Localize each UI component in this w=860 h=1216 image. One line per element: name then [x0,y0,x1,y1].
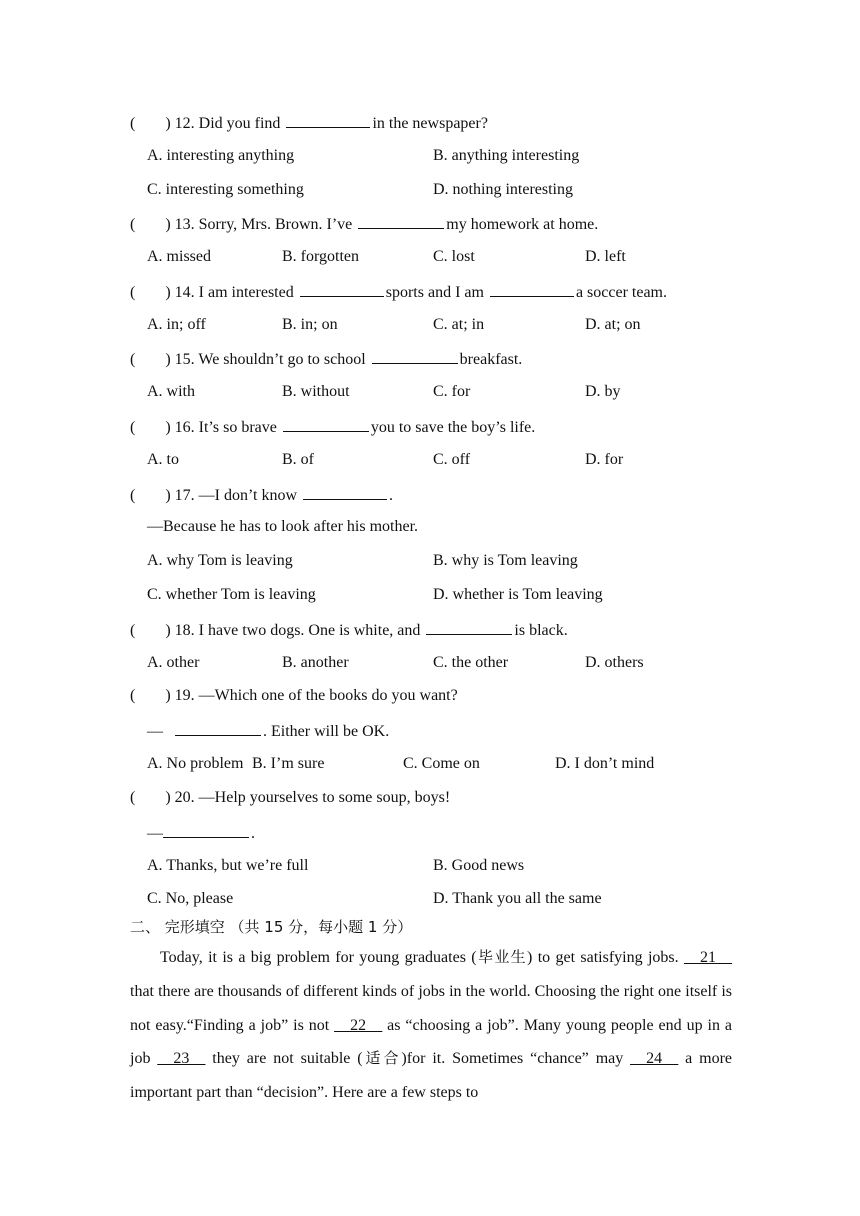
option-a: A. missed [147,248,211,265]
option-c: C. the other [433,654,509,671]
answer-blank [426,619,512,635]
option-d: D. left [585,248,626,265]
option-a: A. interesting anything [147,147,295,164]
option-a: A. with [147,383,195,400]
option-c: C. at; in [433,316,485,333]
answer-blank [358,213,444,229]
answer-blank [303,484,387,500]
cloze-blank-23: __23__ [157,1050,206,1068]
option-a: A. why Tom is leaving [147,552,293,569]
answer-blank [300,281,384,297]
answer-blank [372,348,458,364]
option-d: D. at; on [585,316,641,333]
option-d: D. for [585,451,624,468]
option-b: B. Good news [433,857,525,874]
option-a: A. to [147,451,179,468]
question-19-stem: ( ) 19. —Which one of the books do you want? [130,687,458,704]
option-d: D. I don’t mind [555,755,655,772]
question-13-stem: ( ) 13. Sorry, Mrs. Brown. I’ve my homework at home. [130,213,598,235]
option-b: B. without [282,383,350,400]
question-15-stem: ( ) 15. We shouldn’t go to school breakfast. [130,348,522,370]
answer-blank [163,822,249,838]
option-c: C. Come on [403,755,480,772]
answer-blank [490,281,574,297]
option-c: C. lost [433,248,475,265]
option-c: C. whether Tom is leaving [147,586,316,603]
section-heading: 二、 完形填空 （共 15 分，每小题 1 分） [130,918,413,936]
option-b: B. of [282,451,314,468]
option-d: D. by [585,383,621,400]
option-b: B. why is Tom leaving [433,552,578,569]
option-d: D. whether is Tom leaving [433,586,603,603]
option-b: B. in; on [282,316,338,333]
option-c: C. No, please [147,890,234,907]
question-16-stem: ( ) 16. It’s so brave you to save the boy’s life. [130,416,535,438]
answer-blank [286,112,370,128]
answer-blank [283,416,369,432]
option-a: A. in; off [147,316,206,333]
question-19-reply: — . Either will be OK. [147,720,389,742]
option-c: C. interesting something [147,181,304,198]
question-18-stem: ( ) 18. I have two dogs. One is white, and is black. [130,619,568,641]
option-c: C. off [433,451,471,468]
paren-open: ( [130,115,136,132]
option-d: D. others [585,654,644,671]
question-14-stem: ( ) 14. I am interested sports and I am a soccer team. [130,281,667,303]
option-b: B. I’m sure [252,755,325,772]
option-d: D. Thank you all the same [433,890,602,907]
question-20-reply: — . [147,822,255,844]
option-a: A. No problem [147,755,244,772]
question-17-reply: —Because he has to look after his mother. [147,518,419,535]
option-b: B. anything interesting [433,147,580,164]
cloze-blank-24: __24__ [630,1050,679,1068]
option-a: A. other [147,654,200,671]
option-c: C. for [433,383,471,400]
question-12-stem: ( ) 12. Did you find in the newspaper? [130,112,488,134]
cloze-blank-21: __21__ [684,949,732,966]
cloze-blank-22: __22__ [334,1016,383,1034]
question-20-stem: ( ) 20. —Help yourselves to some soup, boys! [130,789,451,806]
option-d: D. nothing interesting [433,181,573,198]
question-17-stem: ( ) 17. —I don’t know . [130,484,393,506]
option-a: A. Thanks, but we’re full [147,857,309,874]
option-b: B. forgotten [282,248,360,265]
answer-blank [175,720,261,736]
option-b: B. another [282,654,349,671]
cloze-paragraph: Today, it is a big problem for young graduates (毕业生) to get satisfying jobs. __21__ that there are thousands of different kinds of jobs in the world. Choosing the right one itself is not easy.“Finding a job” is not __22__ as “choosing a job”. Many young people end up in a job __23__ they are not suitable (适合)for it. Sometimes “chance” may __24__ a more important part than “decision”. Here are a few steps to [130,948,732,1102]
